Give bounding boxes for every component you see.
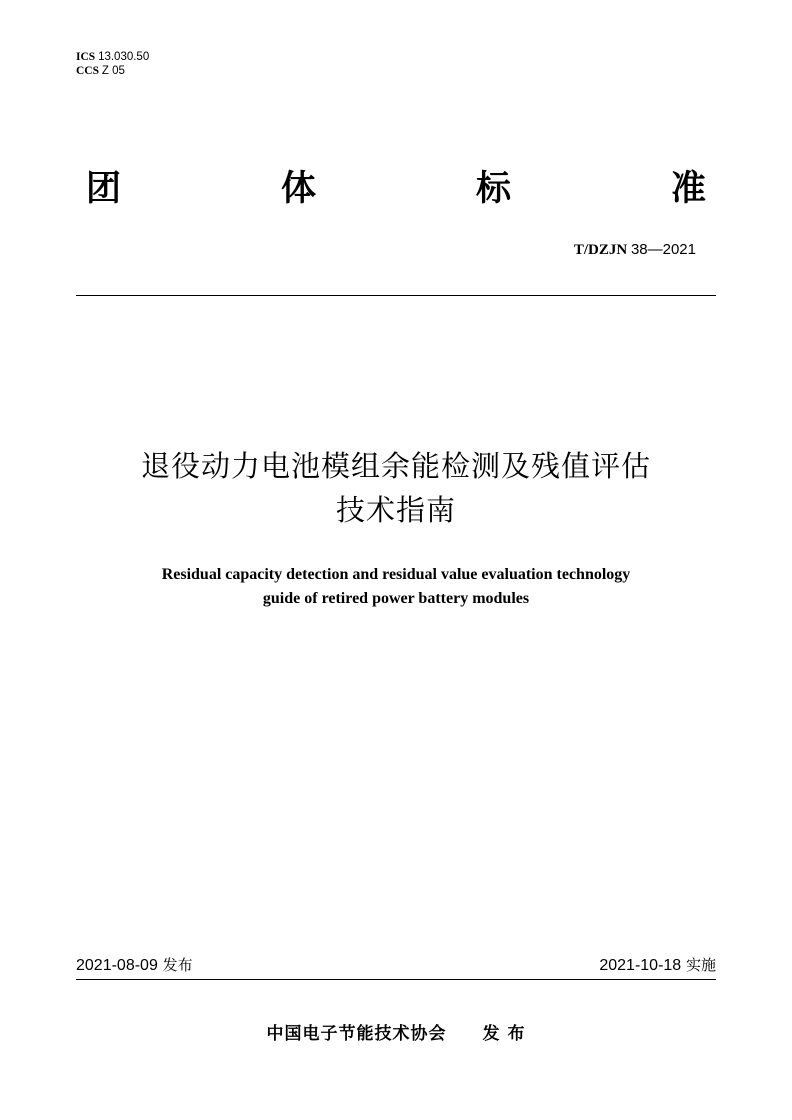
- footer-divider: [76, 979, 716, 980]
- title-char-1: 团: [86, 169, 122, 209]
- title-char-2: 体: [280, 169, 316, 209]
- classification-codes: [76, 50, 149, 78]
- ccs-label: CCS: [76, 65, 100, 77]
- effective-label: 实施: [685, 956, 716, 974]
- ics-line: [76, 50, 149, 64]
- chinese-title-line-1: 退役动力电池模组余能检测及残值评估: [140, 449, 651, 483]
- ccs-code: Z 05: [101, 65, 125, 77]
- title-char-3: 标: [475, 169, 511, 209]
- standard-year-number: 38—2021: [630, 241, 696, 258]
- effective-date: [599, 954, 716, 975]
- publisher-action: 发 布: [482, 1024, 526, 1044]
- ics-label: ICS: [76, 51, 96, 63]
- ics-code: 13.030.50: [98, 51, 150, 63]
- header-divider: [76, 295, 716, 296]
- release-date-value: 2021-08-09: [76, 957, 158, 974]
- english-title-line-1: Residual capacity detection and residual value evaluation technology: [161, 566, 631, 583]
- title-char-4: 准: [670, 169, 706, 209]
- standard-number: [574, 241, 696, 259]
- document-type-title: [86, 160, 706, 212]
- english-title-line-2: guide of retired power battery modules: [262, 590, 530, 607]
- effective-date-value: 2021-10-18: [599, 957, 682, 974]
- chinese-title: [40, 444, 752, 532]
- publisher: [40, 1019, 752, 1044]
- english-title: [40, 563, 752, 611]
- publisher-name: 中国电子节能技术协会: [266, 1024, 447, 1044]
- release-label: 发布: [162, 956, 193, 974]
- chinese-title-line-2: 技术指南: [335, 493, 456, 527]
- standard-prefix: T/DZJN: [573, 242, 628, 258]
- ccs-line: [76, 64, 149, 78]
- release-date: [76, 954, 193, 975]
